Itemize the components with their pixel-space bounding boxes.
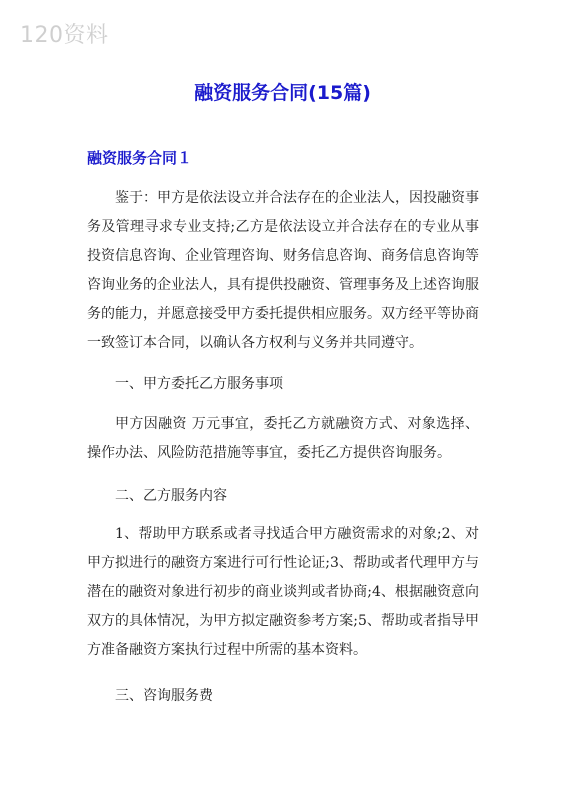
heading-consulting-fee: 三、咨询服务费: [115, 688, 213, 704]
heading-delegated-matters: 一、甲方委托乙方服务事项: [115, 376, 283, 392]
delegated-matters-paragraph: 甲方因融资 万元事宜，委托乙方就融资方式、对象选择、操作办法、风险防范措施等事宜，委托乙方提供咨询服务。: [87, 416, 479, 461]
heading-service-content: 二、乙方服务内容: [115, 488, 227, 504]
document-title: 融资服务合同(15篇): [194, 82, 371, 104]
watermark: 120资料: [20, 23, 109, 48]
intro-paragraph: 鉴于：甲方是依法设立并合法存在的企业法人，因投融资事务及管理寻求专业支持;乙方是依法设立并合法存在的专业从事投资信息咨询、企业管理咨询、财务信息咨询、商务信息咨询等咨询业务的企业法人，具有提供投融资、管理事务及上述咨询服务的能力，并愿意接受甲方委托提供相应服务。双方经平等协商一致签订本合同，以确认各方权利与义务并共同遵守。: [87, 190, 479, 351]
section-title: 融资服务合同１: [87, 149, 193, 167]
service-content-paragraph: 1、帮助甲方联系或者寻找适合甲方融资需求的对象;2、对甲方拟进行的融资方案进行可行性论证;3、帮助或者代理甲方与潜在的融资对象进行初步的商业谈判或者协商;4、根据融资意向双方的具体情况，为甲方拟定融资参考方案;5、帮助或者指导甲方准备融资方案执行过程中所需的基本资料。: [87, 526, 479, 658]
